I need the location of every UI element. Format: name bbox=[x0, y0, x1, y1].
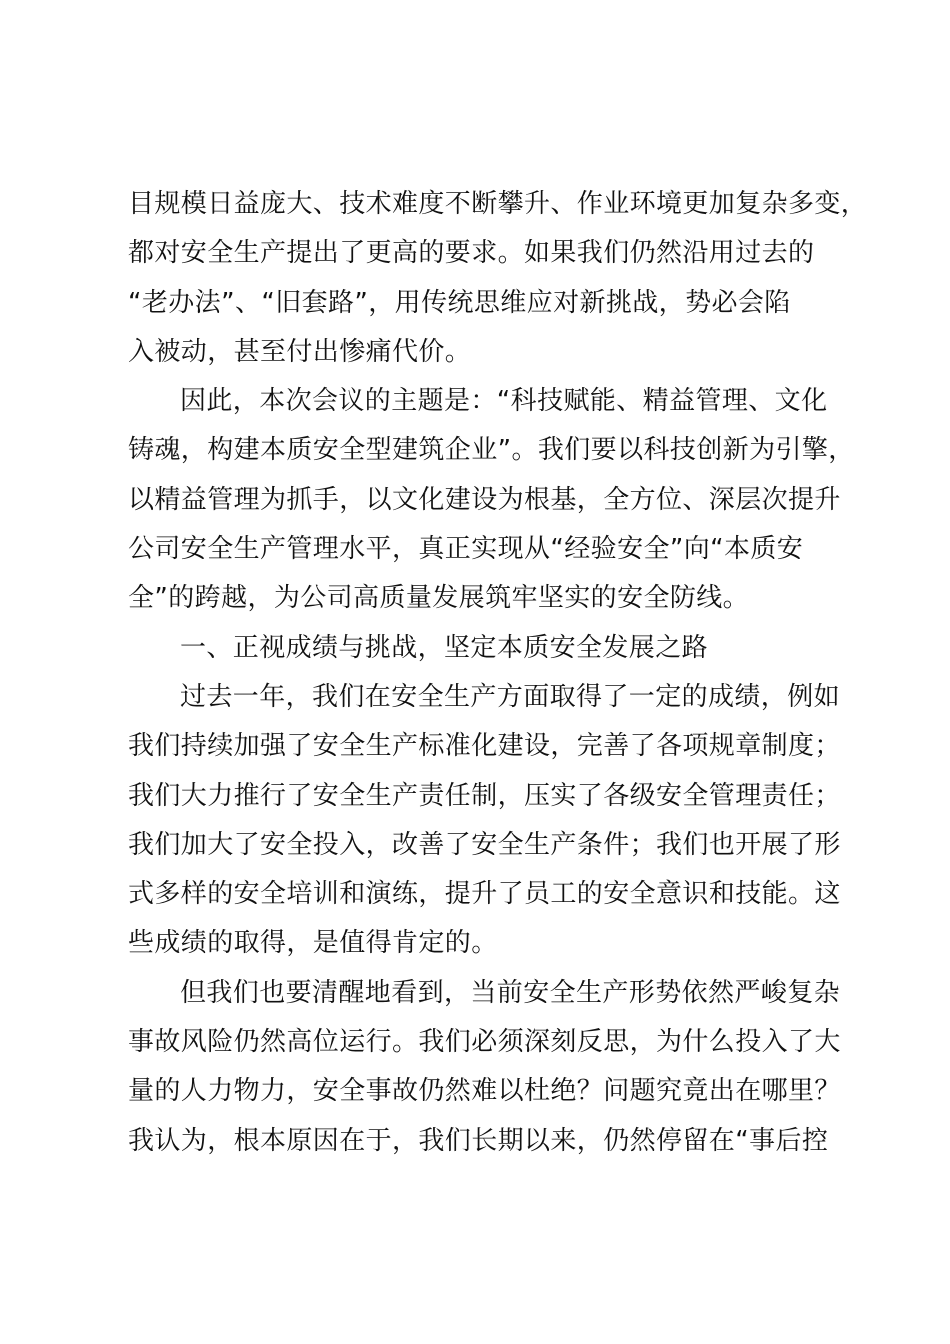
paragraph-start-line: 但我们也要清醒地看到，当前安全生产形势依然严峻复杂 bbox=[180, 977, 841, 1008]
text-line: 全”的跨越，为公司高质量发展筑牢坚实的安全防线。 bbox=[128, 583, 750, 614]
text-line: 量的人力物力，安全事故仍然难以杜绝？问题究竟出在哪里？ bbox=[128, 1076, 841, 1107]
text-line: 我们持续加强了安全生产标准化建设，完善了各项规章制度； bbox=[128, 731, 841, 762]
text-line: 目规模日益庞大、技术难度不断攀升、作业环境更加复杂多变， bbox=[128, 189, 868, 219]
text-line: 式多样的安全培训和演练，提升了员工的安全意识和技能。这 bbox=[128, 879, 841, 910]
text-line: 我认为，根本原因在于，我们长期以来，仍然停留在“事后控 bbox=[128, 1125, 829, 1156]
text-line: 都对安全生产提出了更高的要求。如果我们仍然沿用过去的 bbox=[128, 238, 815, 269]
text-line: 我们加大了安全投入，改善了安全生产条件；我们也开展了形 bbox=[128, 829, 841, 860]
text-line: 以精益管理为抓手，以文化建设为根基，全方位、深层次提升 bbox=[128, 484, 841, 515]
text-line: 事故风险仍然高位运行。我们必须深刻反思，为什么投入了大 bbox=[128, 1027, 841, 1058]
text-line: 公司安全生产管理水平，真正实现从“经验安全”向“本质安 bbox=[128, 534, 804, 565]
paragraph-start-line: 因此，本次会议的主题是：“科技赋能、精益管理、文化 bbox=[180, 386, 828, 417]
text-line: 入被动，甚至付出惨痛代价。 bbox=[128, 336, 472, 367]
text-line: 些成绩的取得，是值得肯定的。 bbox=[128, 928, 498, 959]
text-line: “老办法”、“旧套路”，用传统思维应对新挑战，势必会陷 bbox=[128, 287, 791, 318]
paragraph-start-line: 过去一年，我们在安全生产方面取得了一定的成绩，例如 bbox=[180, 681, 841, 712]
text-line: 我们大力推行了安全生产责任制，压实了各级安全管理责任； bbox=[128, 780, 841, 811]
document-body bbox=[128, 180, 868, 1166]
text-line: 铸魂，构建本质安全型建筑企业”。我们要以科技创新为引擎， bbox=[128, 435, 855, 466]
section-heading: 一、正视成绩与挑战，坚定本质安全发展之路 bbox=[180, 632, 709, 663]
